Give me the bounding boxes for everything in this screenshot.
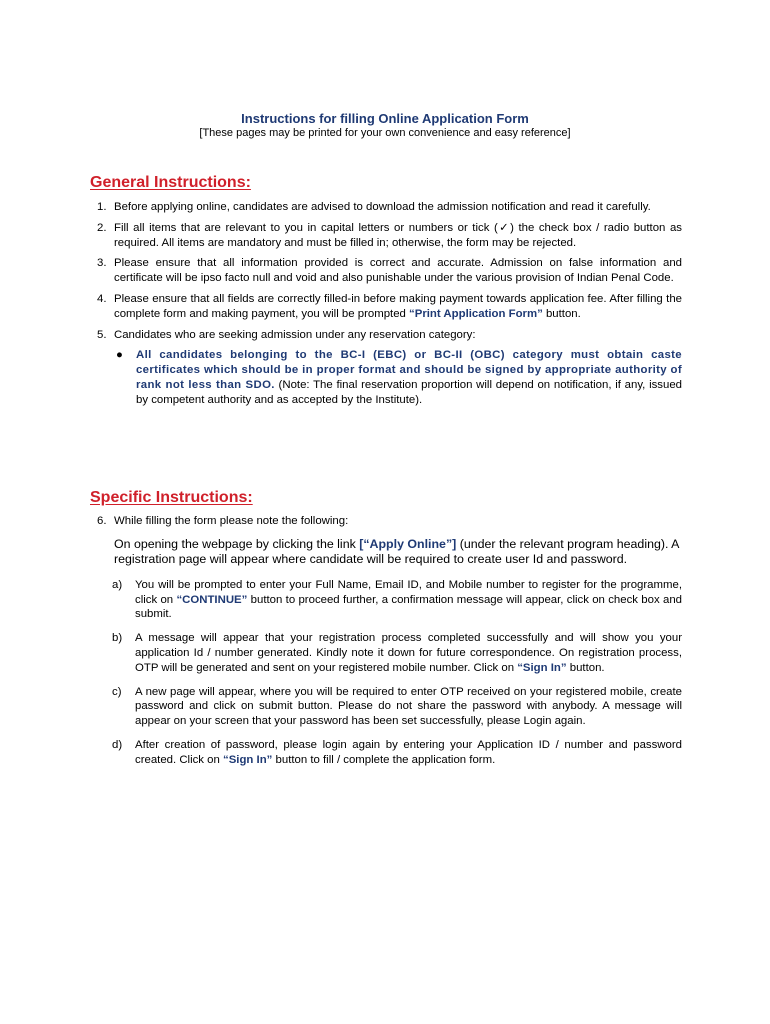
bullet-icon: ● (116, 349, 123, 362)
reservation-bullet: ● All candidates belonging to the BC-I (EBC) or BC-II (OBC) category must obtain caste certificates which should be in proper format and should be signed by appropriate authority of rank not less than SDO. (Note: The final reservation proportion will depend on notification, if any, issued by competent authority and as accepted by the Institute). (116, 349, 682, 406)
list-item: 4. Please ensure that all fields are correctly filled-in before making payment towards application fee. After filling the complete form and making payment, you will be prompted “Print Application Form” button. (97, 292, 682, 320)
specific-instructions-list (90, 514, 682, 777)
sub-item-a: a) You will be prompted to enter your Full Name, Email ID, and Mobile number to register for the programme, click on “CONTINUE” button to proceed further, a confirmation message will appear, click on check box and submit. (112, 578, 682, 621)
page-title: Instructions for filling Online Application Form (241, 111, 529, 126)
continue-highlight: “CONTINUE” (176, 593, 248, 606)
sub-item-d: d) After creation of password, please login again by entering your Application ID / number and password created. Click on “Sign In” button to fill / complete the application form. (112, 738, 682, 766)
apply-online-link: [“Apply Online”] (359, 536, 457, 551)
general-instructions-heading: General Instructions: (90, 174, 251, 191)
general-instructions-list (90, 200, 682, 408)
page-subtitle: [These pages may be printed for your own convenience and easy reference] (199, 127, 571, 139)
sign-in-highlight: “Sign In” (223, 753, 273, 766)
apply-online-paragraph: On opening the webpage by clicking the link [“Apply Online”] (under the relevant program heading). A registration page will appear where candidate will be required to create user Id and password. (114, 536, 679, 567)
sign-in-highlight: “Sign In” (517, 661, 567, 674)
print-application-form-highlight: “Print Application Form” (409, 307, 543, 320)
list-item: 3. Please ensure that all information provided is correct and accurate. Admission on false information and certificate will be ipso facto null and void and also punishable under the various provision of Indian Penal Code. (97, 257, 682, 285)
sub-item-b: b) A message will appear that your registration process completed successfully and will show you your application Id / number generated. Kindly note it down for future correspondence. On registration process, OTP will be generated and sent on your registered mobile number. Click on “Sign In” button. (112, 632, 682, 674)
sub-item-c: c) A new page will appear, where you will be required to enter OTP received on your registered mobile, create password and click on submit button. Please do not share the password with anybody. A message will appear on your screen that your password has been set successfully, please Login again. (112, 685, 682, 728)
list-item: 6. While filling the form please note the following: (97, 515, 349, 527)
specific-instructions-heading: Specific Instructions: (90, 489, 253, 506)
list-item: 5. Candidates who are seeking admission under any reservation category: (97, 328, 476, 341)
list-item: 2. Fill all items that are relevant to you in capital letters or numbers or tick (✓) the check box / radio button as required. All items are mandatory and must be filled in; otherwise, the form may be rejected. (97, 221, 682, 249)
caste-certificate-note: All candidates belonging to the BC-I (EBC) or BC-II (OBC) category must obtain caste certificates which should be in proper format and should be signed by appropriate authority of rank not less than SDO. (136, 349, 682, 391)
list-item: 1. Before applying online, candidates are advised to download the admission notification and read it carefully. (97, 201, 651, 213)
